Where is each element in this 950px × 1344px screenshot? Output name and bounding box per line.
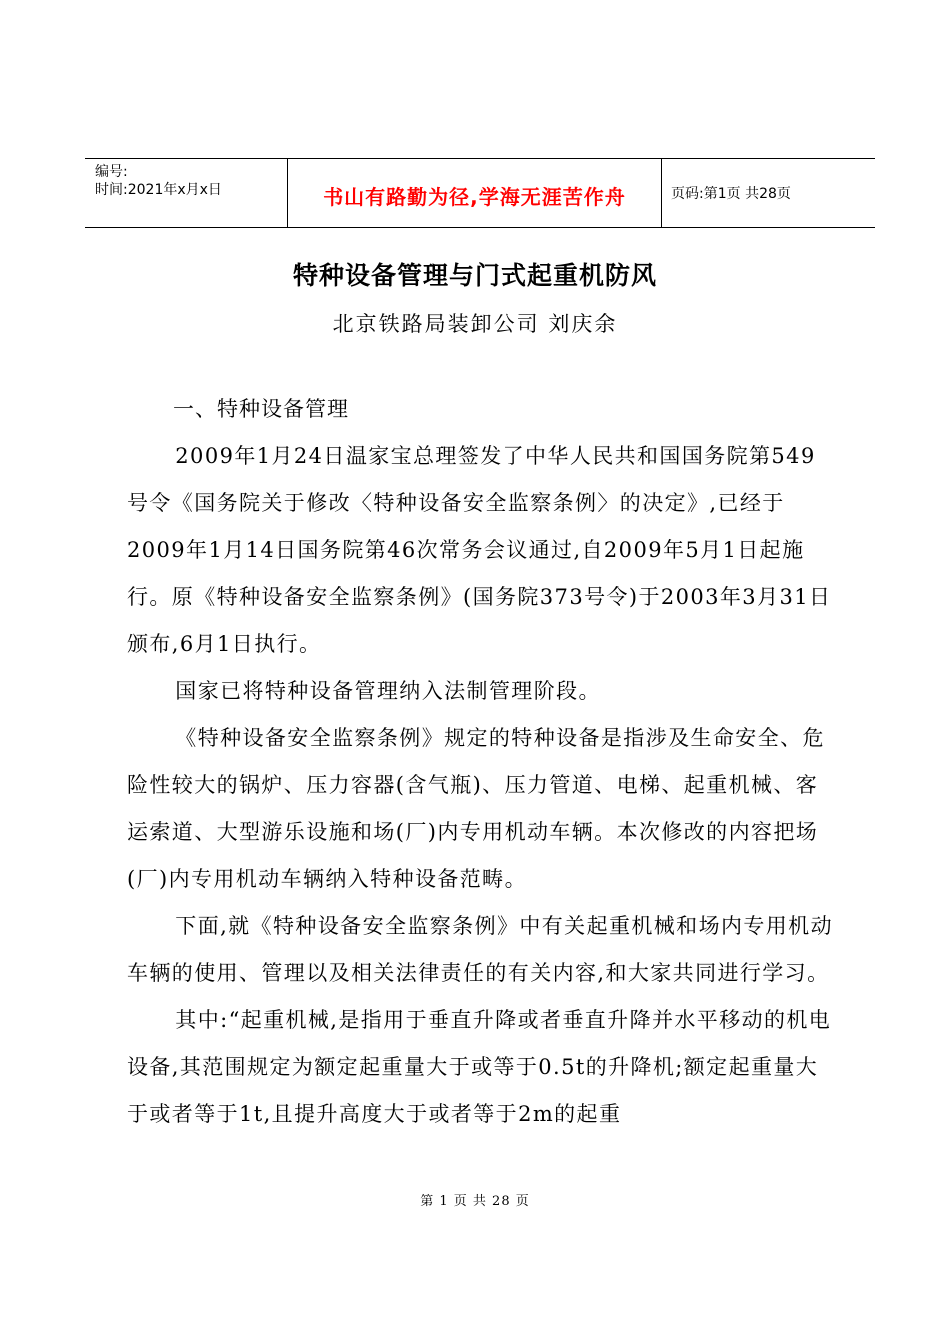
document-time-label: 时间:2021年x月x日 [95,182,222,198]
header-page-cell [661,159,875,227]
header-page-info: 页码:第1页 共28页 [671,186,791,202]
paragraph: 下面,就《特种设备安全监察条例》中有关起重机械和场内专用机动车辆的使用、管理以及相关法律责任的有关内容,和大家共同进行学习。 [127,914,833,985]
paragraph: 2009年1月24日温家宝总理签发了中华人民共和国国务院第549号令《国务院关于修改〈特种设备安全监察条例〉的决定》,已经于2009年1月14日国务院第46次常务会议通过,自2009年5月1日起施行。原《特种设备安全监察条例》(国务院373号令)于2003年3月31日颁布,6月1日执行。 [127,444,832,656]
paragraph: 《特种设备安全监察条例》规定的特种设备是指涉及生命安全、危险性较大的锅炉、压力容器(含气瓶)、压力管道、电梯、起重机械、客运索道、大型游乐设施和场(厂)内专用机动车辆。本次修改的内容把场(厂)内专用机动车辆纳入特种设备范畴。 [127,726,825,891]
document-author: 北京铁路局装卸公司 刘庆余 [332,312,618,336]
document-body [127,386,835,1138]
document-header [85,158,875,228]
paragraph: 其中:“起重机械,是指用于垂直升降或者垂直升降并水平移动的机电设备,其范围规定为额定起重量大于或等于0.5t的升降机;额定起重量大于或者等于1t,且提升高度大于或者等于2m的起重 [127,1008,832,1126]
document-title: 特种设备管理与门式起重机防风 [292,261,657,290]
header-motto-cell [287,159,662,227]
page-footer: 第 1 页 共 28 页 [420,1194,530,1209]
header-motto: 书山有路勤为径,学海无涯苦作舟 [323,185,626,209]
section-heading: 一、特种设备管理 [173,397,349,421]
paragraph: 国家已将特种设备管理纳入法制管理阶段。 [175,679,601,703]
header-meta-cell [85,159,287,227]
document-number-label: 编号: [95,164,128,180]
